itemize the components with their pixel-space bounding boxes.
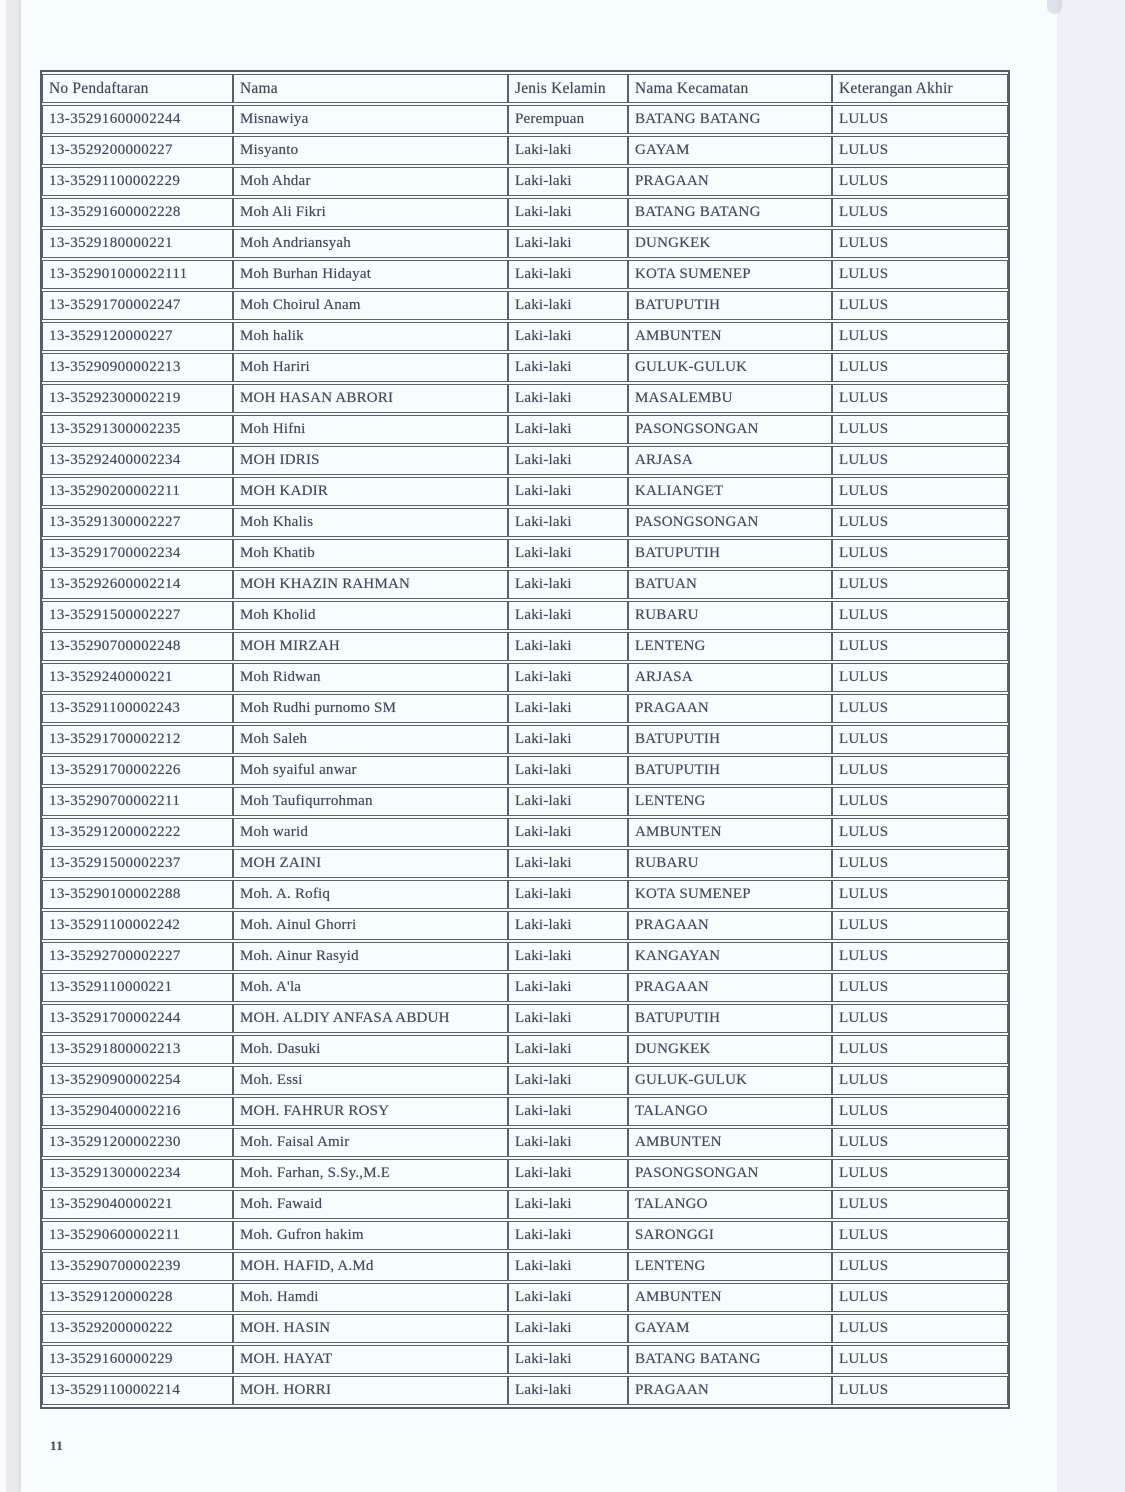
cell-nama-kecamatan: BATUAN <box>628 570 832 599</box>
cell-jenis-kelamin: Laki-laki <box>508 1097 628 1126</box>
cell-nama-kecamatan: BATANG BATANG <box>628 198 832 227</box>
table-row <box>42 725 1008 754</box>
cell-keterangan-akhir: LULUS <box>832 105 1008 134</box>
cell-no-pendaftaran: 13-35291700002244 <box>42 1004 233 1033</box>
table-header <box>42 74 1008 103</box>
cell-nama-kecamatan: SARONGGI <box>628 1221 832 1250</box>
cell-no-pendaftaran: 13-35291100002243 <box>42 694 233 723</box>
cell-nama: Moh Ali Fikri <box>233 198 508 227</box>
cell-jenis-kelamin: Laki-laki <box>508 477 628 506</box>
cell-no-pendaftaran: 13-35291300002235 <box>42 415 233 444</box>
table-row <box>42 446 1008 475</box>
table-row <box>42 632 1008 661</box>
cell-keterangan-akhir: LULUS <box>832 570 1008 599</box>
cell-keterangan-akhir: LULUS <box>832 539 1008 568</box>
cell-jenis-kelamin: Laki-laki <box>508 942 628 971</box>
table-row <box>42 198 1008 227</box>
cell-nama: MOH. HORRI <box>233 1376 508 1405</box>
cell-no-pendaftaran: 13-35290700002239 <box>42 1252 233 1281</box>
table-row <box>42 1190 1008 1219</box>
cell-jenis-kelamin: Laki-laki <box>508 787 628 816</box>
column-header-no-pendaftaran: No Pendaftaran <box>42 74 233 103</box>
cell-nama: Moh Andriansyah <box>233 229 508 258</box>
column-header-nama-kecamatan: Nama Kecamatan <box>628 74 832 103</box>
cell-no-pendaftaran: 13-35291100002229 <box>42 167 233 196</box>
cell-nama: Moh warid <box>233 818 508 847</box>
cell-nama: Moh Rudhi purnomo SM <box>233 694 508 723</box>
cell-nama-kecamatan: GAYAM <box>628 136 832 165</box>
cell-keterangan-akhir: LULUS <box>832 1252 1008 1281</box>
cell-nama-kecamatan: RUBARU <box>628 849 832 878</box>
cell-jenis-kelamin: Laki-laki <box>508 1376 628 1405</box>
cell-keterangan-akhir: LULUS <box>832 1283 1008 1312</box>
cell-keterangan-akhir: LULUS <box>832 1066 1008 1095</box>
cell-nama-kecamatan: MASALEMBU <box>628 384 832 413</box>
table-row <box>42 229 1008 258</box>
cell-no-pendaftaran: 13-35292600002214 <box>42 570 233 599</box>
cell-nama-kecamatan: LENTENG <box>628 1252 832 1281</box>
results-table <box>42 72 1008 1407</box>
table-row <box>42 1283 1008 1312</box>
cell-nama-kecamatan: PASONGSONGAN <box>628 415 832 444</box>
cell-nama-kecamatan: AMBUNTEN <box>628 1283 832 1312</box>
cell-nama: Moh. A'la <box>233 973 508 1002</box>
cell-keterangan-akhir: LULUS <box>832 322 1008 351</box>
cell-jenis-kelamin: Laki-laki <box>508 1221 628 1250</box>
table-row <box>42 1128 1008 1157</box>
cell-jenis-kelamin: Laki-laki <box>508 1035 628 1064</box>
cell-nama-kecamatan: PRAGAAN <box>628 973 832 1002</box>
cell-nama: Moh. Hamdi <box>233 1283 508 1312</box>
cell-nama: Moh. A. Rofiq <box>233 880 508 909</box>
table-row <box>42 694 1008 723</box>
cell-nama-kecamatan: KALIANGET <box>628 477 832 506</box>
page-number: 11 <box>50 1438 64 1453</box>
cell-jenis-kelamin: Laki-laki <box>508 446 628 475</box>
cell-no-pendaftaran: 13-35291800002213 <box>42 1035 233 1064</box>
table-row <box>42 1314 1008 1343</box>
table-row <box>42 570 1008 599</box>
table-row <box>42 942 1008 971</box>
cell-nama-kecamatan: AMBUNTEN <box>628 322 832 351</box>
cell-jenis-kelamin: Laki-laki <box>508 1159 628 1188</box>
cell-jenis-kelamin: Laki-laki <box>508 322 628 351</box>
cell-keterangan-akhir: LULUS <box>832 291 1008 320</box>
table-row <box>42 911 1008 940</box>
cell-keterangan-akhir: LULUS <box>832 446 1008 475</box>
cell-keterangan-akhir: LULUS <box>832 198 1008 227</box>
cell-jenis-kelamin: Laki-laki <box>508 1004 628 1033</box>
cell-nama: Moh syaiful anwar <box>233 756 508 785</box>
table-row <box>42 415 1008 444</box>
table-row <box>42 353 1008 382</box>
cell-nama: MOH. HAFID, A.Md <box>233 1252 508 1281</box>
table-row <box>42 1035 1008 1064</box>
cell-nama: Moh Khalis <box>233 508 508 537</box>
cell-nama: Moh. Dasuki <box>233 1035 508 1064</box>
cell-no-pendaftaran: 13-35291100002242 <box>42 911 233 940</box>
cell-keterangan-akhir: LULUS <box>832 601 1008 630</box>
cell-nama-kecamatan: BATANG BATANG <box>628 105 832 134</box>
cell-no-pendaftaran: 13-3529180000221 <box>42 229 233 258</box>
cell-keterangan-akhir: LULUS <box>832 942 1008 971</box>
cell-nama: Moh. Gufron hakim <box>233 1221 508 1250</box>
cell-keterangan-akhir: LULUS <box>832 1004 1008 1033</box>
cell-jenis-kelamin: Laki-laki <box>508 539 628 568</box>
cell-no-pendaftaran: 13-3529200000222 <box>42 1314 233 1343</box>
cell-jenis-kelamin: Laki-laki <box>508 818 628 847</box>
cell-nama: Moh Saleh <box>233 725 508 754</box>
cell-jenis-kelamin: Laki-laki <box>508 601 628 630</box>
cell-nama: Misyanto <box>233 136 508 165</box>
cell-no-pendaftaran: 13-35290700002248 <box>42 632 233 661</box>
cell-nama: MOH MIRZAH <box>233 632 508 661</box>
header-row <box>42 74 1008 103</box>
cell-no-pendaftaran: 13-35290200002211 <box>42 477 233 506</box>
cell-nama-kecamatan: GAYAM <box>628 1314 832 1343</box>
cell-nama-kecamatan: AMBUNTEN <box>628 1128 832 1157</box>
cell-nama: MOH. FAHRUR ROSY <box>233 1097 508 1126</box>
cell-no-pendaftaran: 13-3529160000229 <box>42 1345 233 1374</box>
cell-jenis-kelamin: Laki-laki <box>508 1128 628 1157</box>
cell-no-pendaftaran: 13-35292300002219 <box>42 384 233 413</box>
column-header-nama: Nama <box>233 74 508 103</box>
cell-nama: Moh Ahdar <box>233 167 508 196</box>
cell-no-pendaftaran: 13-35291700002212 <box>42 725 233 754</box>
cell-nama-kecamatan: BATUPUTIH <box>628 291 832 320</box>
table-row <box>42 1376 1008 1405</box>
table-row <box>42 1252 1008 1281</box>
cell-no-pendaftaran: 13-3529110000221 <box>42 973 233 1002</box>
cell-no-pendaftaran: 13-35291100002214 <box>42 1376 233 1405</box>
cell-nama-kecamatan: AMBUNTEN <box>628 818 832 847</box>
cell-keterangan-akhir: LULUS <box>832 911 1008 940</box>
cell-keterangan-akhir: LULUS <box>832 229 1008 258</box>
cell-nama: Moh Hifni <box>233 415 508 444</box>
cell-jenis-kelamin: Laki-laki <box>508 849 628 878</box>
cell-nama-kecamatan: BATUPUTIH <box>628 756 832 785</box>
cell-keterangan-akhir: LULUS <box>832 973 1008 1002</box>
cell-jenis-kelamin: Laki-laki <box>508 1066 628 1095</box>
table-row <box>42 136 1008 165</box>
table-row <box>42 539 1008 568</box>
cell-nama-kecamatan: GULUK-GULUK <box>628 353 832 382</box>
cell-jenis-kelamin: Laki-laki <box>508 880 628 909</box>
left-gutter <box>0 0 21 1492</box>
cell-jenis-kelamin: Laki-laki <box>508 291 628 320</box>
cell-jenis-kelamin: Laki-laki <box>508 415 628 444</box>
cell-keterangan-akhir: LULUS <box>832 1345 1008 1374</box>
cell-nama: Moh. Essi <box>233 1066 508 1095</box>
cell-nama-kecamatan: KOTA SUMENEP <box>628 260 832 289</box>
cell-no-pendaftaran: 13-3529200000227 <box>42 136 233 165</box>
table-row <box>42 167 1008 196</box>
cell-jenis-kelamin: Laki-laki <box>508 632 628 661</box>
table-row <box>42 756 1008 785</box>
cell-nama-kecamatan: KANGAYAN <box>628 942 832 971</box>
cell-keterangan-akhir: LULUS <box>832 353 1008 382</box>
cell-nama: Moh. Ainur Rasyid <box>233 942 508 971</box>
cell-keterangan-akhir: LULUS <box>832 1314 1008 1343</box>
cell-keterangan-akhir: LULUS <box>832 694 1008 723</box>
table-row <box>42 880 1008 909</box>
table-row <box>42 1221 1008 1250</box>
cell-nama: Moh. Fawaid <box>233 1190 508 1219</box>
cell-jenis-kelamin: Laki-laki <box>508 1345 628 1374</box>
cell-nama-kecamatan: PRAGAAN <box>628 1376 832 1405</box>
cell-nama-kecamatan: DUNGKEK <box>628 229 832 258</box>
cell-nama: Moh Khatib <box>233 539 508 568</box>
cell-keterangan-akhir: LULUS <box>832 787 1008 816</box>
cell-nama-kecamatan: DUNGKEK <box>628 1035 832 1064</box>
cell-no-pendaftaran: 13-35291500002237 <box>42 849 233 878</box>
cell-keterangan-akhir: LULUS <box>832 1035 1008 1064</box>
cell-no-pendaftaran: 13-3529120000227 <box>42 322 233 351</box>
cell-no-pendaftaran: 13-35291600002228 <box>42 198 233 227</box>
cell-nama: Misnawiya <box>233 105 508 134</box>
cell-keterangan-akhir: LULUS <box>832 1128 1008 1157</box>
cell-nama: Moh Kholid <box>233 601 508 630</box>
cell-keterangan-akhir: LULUS <box>832 136 1008 165</box>
cell-jenis-kelamin: Laki-laki <box>508 973 628 1002</box>
cell-nama: MOH. ALDIY ANFASA ABDUH <box>233 1004 508 1033</box>
cell-no-pendaftaran: 13-35291500002227 <box>42 601 233 630</box>
cell-jenis-kelamin: Laki-laki <box>508 725 628 754</box>
cell-keterangan-akhir: LULUS <box>832 849 1008 878</box>
cell-nama-kecamatan: LENTENG <box>628 787 832 816</box>
cell-nama-kecamatan: LENTENG <box>628 632 832 661</box>
cell-keterangan-akhir: LULUS <box>832 415 1008 444</box>
cell-nama-kecamatan: ARJASA <box>628 663 832 692</box>
cell-nama: MOH KHAZIN RAHMAN <box>233 570 508 599</box>
cell-no-pendaftaran: 13-35291300002234 <box>42 1159 233 1188</box>
cell-no-pendaftaran: 13-35292700002227 <box>42 942 233 971</box>
cell-nama-kecamatan: ARJASA <box>628 446 832 475</box>
cell-nama-kecamatan: BATUPUTIH <box>628 1004 832 1033</box>
cell-no-pendaftaran: 13-35291300002227 <box>42 508 233 537</box>
cell-nama-kecamatan: BATUPUTIH <box>628 725 832 754</box>
cell-nama-kecamatan: PRAGAAN <box>628 167 832 196</box>
cell-no-pendaftaran: 13-35291200002222 <box>42 818 233 847</box>
cell-keterangan-akhir: LULUS <box>832 1221 1008 1250</box>
table-row <box>42 105 1008 134</box>
column-header-jenis-kelamin: Jenis Kelamin <box>508 74 628 103</box>
table-row <box>42 384 1008 413</box>
cell-nama: MOH. HAYAT <box>233 1345 508 1374</box>
cell-nama: MOH ZAINI <box>233 849 508 878</box>
cell-nama-kecamatan: PRAGAAN <box>628 694 832 723</box>
table-row <box>42 508 1008 537</box>
table-row <box>42 291 1008 320</box>
cell-nama: Moh Ridwan <box>233 663 508 692</box>
cell-nama-kecamatan: GULUK-GULUK <box>628 1066 832 1095</box>
cell-no-pendaftaran: 13-35291700002234 <box>42 539 233 568</box>
cell-no-pendaftaran: 13-3529040000221 <box>42 1190 233 1219</box>
cell-keterangan-akhir: LULUS <box>832 477 1008 506</box>
cell-keterangan-akhir: LULUS <box>832 663 1008 692</box>
cell-keterangan-akhir: LULUS <box>832 725 1008 754</box>
cell-nama-kecamatan: BATANG BATANG <box>628 1345 832 1374</box>
cell-jenis-kelamin: Laki-laki <box>508 663 628 692</box>
cell-jenis-kelamin: Laki-laki <box>508 136 628 165</box>
cell-jenis-kelamin: Laki-laki <box>508 167 628 196</box>
column-header-keterangan-akhir: Keterangan Akhir <box>832 74 1008 103</box>
table-row <box>42 663 1008 692</box>
cell-no-pendaftaran: 13-35290900002254 <box>42 1066 233 1095</box>
cell-keterangan-akhir: LULUS <box>832 880 1008 909</box>
cell-jenis-kelamin: Laki-laki <box>508 1252 628 1281</box>
cell-jenis-kelamin: Laki-laki <box>508 229 628 258</box>
cell-no-pendaftaran: 13-3529120000228 <box>42 1283 233 1312</box>
cell-no-pendaftaran: 13-35292400002234 <box>42 446 233 475</box>
cell-nama: Moh. Farhan, S.Sy.,M.E <box>233 1159 508 1188</box>
cell-no-pendaftaran: 13-35291700002247 <box>42 291 233 320</box>
cell-nama: MOH HASAN ABRORI <box>233 384 508 413</box>
cell-nama: Moh halik <box>233 322 508 351</box>
cell-no-pendaftaran: 13-3529240000221 <box>42 663 233 692</box>
right-gutter <box>1057 0 1125 1492</box>
cell-nama: Moh. Faisal Amir <box>233 1128 508 1157</box>
cell-no-pendaftaran: 13-352901000022111 <box>42 260 233 289</box>
cell-nama: MOH IDRIS <box>233 446 508 475</box>
table-row <box>42 1004 1008 1033</box>
table-row <box>42 1066 1008 1095</box>
results-table-container <box>40 70 1010 1409</box>
cell-no-pendaftaran: 13-35291600002244 <box>42 105 233 134</box>
table-row <box>42 1097 1008 1126</box>
table-row <box>42 1159 1008 1188</box>
cell-jenis-kelamin: Laki-laki <box>508 198 628 227</box>
cell-keterangan-akhir: LULUS <box>832 384 1008 413</box>
cell-keterangan-akhir: LULUS <box>832 167 1008 196</box>
cell-jenis-kelamin: Laki-laki <box>508 508 628 537</box>
cell-nama-kecamatan: BATUPUTIH <box>628 539 832 568</box>
cell-keterangan-akhir: LULUS <box>832 818 1008 847</box>
cell-keterangan-akhir: LULUS <box>832 1376 1008 1405</box>
cell-no-pendaftaran: 13-35290400002216 <box>42 1097 233 1126</box>
cell-nama-kecamatan: PASONGSONGAN <box>628 508 832 537</box>
cell-nama-kecamatan: KOTA SUMENEP <box>628 880 832 909</box>
cell-keterangan-akhir: LULUS <box>832 756 1008 785</box>
table-row <box>42 477 1008 506</box>
cell-no-pendaftaran: 13-35290100002288 <box>42 880 233 909</box>
cell-jenis-kelamin: Laki-laki <box>508 911 628 940</box>
cell-nama: Moh Taufiqurrohman <box>233 787 508 816</box>
table-body <box>42 105 1008 1405</box>
cell-nama: Moh Hariri <box>233 353 508 382</box>
cell-nama-kecamatan: TALANGO <box>628 1190 832 1219</box>
cell-nama: Moh Burhan Hidayat <box>233 260 508 289</box>
cell-no-pendaftaran: 13-35290700002211 <box>42 787 233 816</box>
cell-jenis-kelamin: Laki-laki <box>508 260 628 289</box>
cell-keterangan-akhir: LULUS <box>832 632 1008 661</box>
cell-nama: MOH KADIR <box>233 477 508 506</box>
table-row <box>42 601 1008 630</box>
cell-jenis-kelamin: Laki-laki <box>508 694 628 723</box>
table-row <box>42 849 1008 878</box>
document-page <box>21 0 1057 1492</box>
cell-keterangan-akhir: LULUS <box>832 1190 1008 1219</box>
cell-jenis-kelamin: Laki-laki <box>508 1190 628 1219</box>
table-row <box>42 787 1008 816</box>
cell-jenis-kelamin: Perempuan <box>508 105 628 134</box>
cell-keterangan-akhir: LULUS <box>832 1159 1008 1188</box>
cell-nama-kecamatan: PASONGSONGAN <box>628 1159 832 1188</box>
cell-jenis-kelamin: Laki-laki <box>508 1314 628 1343</box>
cell-nama-kecamatan: RUBARU <box>628 601 832 630</box>
cell-nama: Moh. Ainul Ghorri <box>233 911 508 940</box>
cell-keterangan-akhir: LULUS <box>832 1097 1008 1126</box>
cell-no-pendaftaran: 13-35291200002230 <box>42 1128 233 1157</box>
cell-jenis-kelamin: Laki-laki <box>508 353 628 382</box>
cell-no-pendaftaran: 13-35291700002226 <box>42 756 233 785</box>
table-row <box>42 973 1008 1002</box>
cell-jenis-kelamin: Laki-laki <box>508 1283 628 1312</box>
cell-no-pendaftaran: 13-35290600002211 <box>42 1221 233 1250</box>
cell-nama-kecamatan: PRAGAAN <box>628 911 832 940</box>
cell-keterangan-akhir: LULUS <box>832 508 1008 537</box>
cell-jenis-kelamin: Laki-laki <box>508 384 628 413</box>
cell-nama: Moh Choirul Anam <box>233 291 508 320</box>
cell-nama-kecamatan: TALANGO <box>628 1097 832 1126</box>
table-row <box>42 260 1008 289</box>
cell-keterangan-akhir: LULUS <box>832 260 1008 289</box>
cell-no-pendaftaran: 13-35290900002213 <box>42 353 233 382</box>
table-row <box>42 1345 1008 1374</box>
table-row <box>42 322 1008 351</box>
cell-nama: MOH. HASIN <box>233 1314 508 1343</box>
cell-jenis-kelamin: Laki-laki <box>508 570 628 599</box>
cell-jenis-kelamin: Laki-laki <box>508 756 628 785</box>
table-row <box>42 818 1008 847</box>
